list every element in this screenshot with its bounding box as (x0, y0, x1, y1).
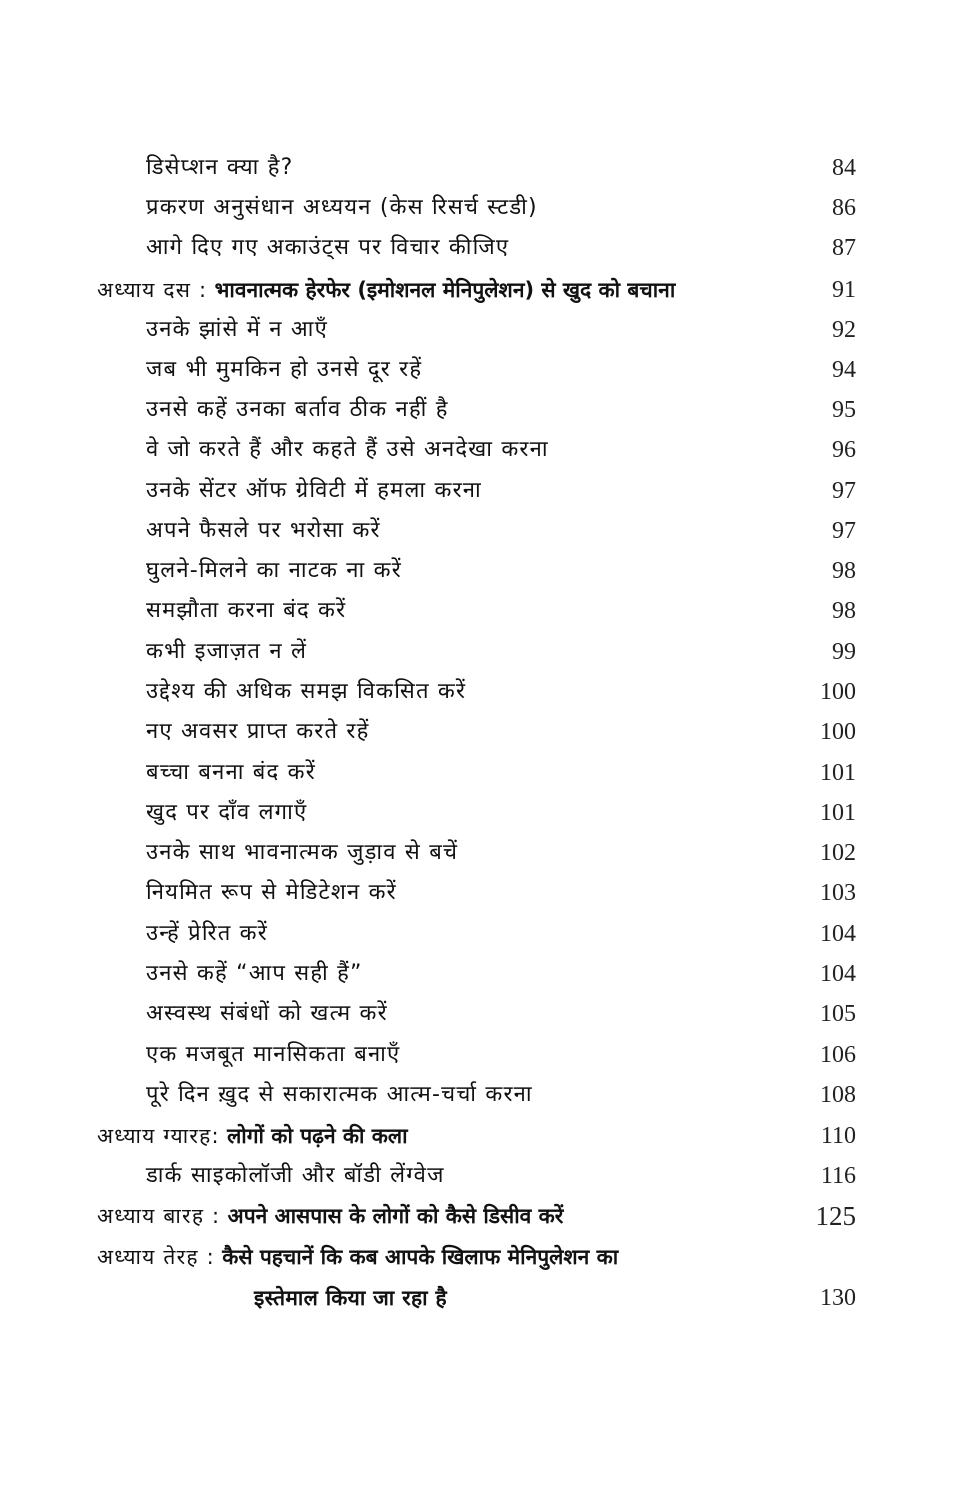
toc-entry (0, 914, 968, 954)
toc-entry-title: आगे दिए गए अकाउंट्स पर विचार कीजिए (146, 235, 510, 260)
toc-chapter-title: इस्तेमाल किया जा रहा है (254, 1286, 447, 1310)
toc-entry (0, 350, 968, 390)
toc-entry (0, 632, 968, 672)
toc-entry-title: वे जो करते हैं और कहते हैं उसे अनदेखा करना (146, 437, 549, 462)
toc-entry (0, 672, 968, 712)
toc-chapter-heading (97, 1237, 618, 1277)
toc-entry-page: 103 (820, 880, 856, 906)
toc-entry-page: 116 (820, 1163, 856, 1189)
toc-chapter-heading (97, 270, 675, 310)
toc-entry-page: 106 (820, 1042, 856, 1068)
toc-entry-title: डार्क साइकोलॉजी और बॉडी लेंग्वेज (146, 1163, 445, 1188)
toc-chapter-title: कैसे पहचानें कि कब आपके खिलाफ मेनिपुलेशन का (222, 1245, 619, 1269)
toc-entry-page: 130 (820, 1285, 856, 1311)
toc-entry-title: खुद पर दाँव लगाएँ (146, 800, 308, 825)
toc-chapter-label: अध्याय तेरह : (97, 1245, 215, 1269)
toc-entry-page: 97 (832, 478, 856, 504)
toc-entry-page: 84 (832, 155, 856, 181)
toc-chapter-label: अध्याय दस : (97, 278, 208, 302)
toc-entry-page: 104 (820, 921, 856, 947)
toc-entry-title: उनसे कहें “आप सही हैं” (146, 961, 363, 986)
toc-chapter-title: अपने आसपास के लोगों को कैसे डिसीव करें (227, 1204, 564, 1228)
toc-entry-title: उन्हें प्रेरित करें (146, 921, 268, 946)
toc-entry-title: कभी इजाज़त न लें (146, 639, 308, 664)
toc-entry-page: 96 (832, 437, 856, 463)
toc-entry (0, 712, 968, 752)
toc-entry-title: पूरे दिन ख़ुद से सकारात्मक आत्म-चर्चा करना (146, 1082, 533, 1107)
toc-entry-title: प्रकरण अनुसंधान अध्ययन (केस रिसर्च स्टडी) (146, 195, 538, 220)
toc-entry-page: 110 (820, 1123, 856, 1149)
toc-entry-page: 102 (820, 840, 856, 866)
toc-entry (0, 591, 968, 631)
toc-entry-page: 92 (832, 317, 856, 343)
toc-entry-page: 98 (832, 558, 856, 584)
toc-entry-title: डिसेप्शन क्या है? (146, 155, 294, 180)
toc-entry (0, 188, 968, 228)
toc-entry-page: 101 (820, 800, 856, 826)
toc-entry-title: उनके झांसे में न आएँ (146, 317, 328, 342)
toc-entry-title: उनसे कहें उनका बर्ताव ठीक नहीं है (146, 397, 449, 422)
toc-entry-page: 105 (820, 1001, 856, 1027)
toc-entry-page: 87 (832, 235, 856, 261)
toc-entry-page: 98 (832, 598, 856, 624)
toc-entry (0, 430, 968, 470)
toc-entry-title: नए अवसर प्राप्त करते रहें (146, 719, 370, 744)
toc-chapter-11 (0, 1116, 968, 1156)
toc-entry (0, 793, 968, 833)
toc-entry (0, 390, 968, 430)
toc-entry (0, 1156, 968, 1196)
toc-entry-title: समझौता करना बंद करें (146, 598, 347, 623)
toc-entry (0, 471, 968, 511)
toc-chapter-12 (0, 1196, 968, 1236)
toc-chapter-title: लोगों को पढ़ने की कला (227, 1124, 408, 1148)
toc-entry (0, 1075, 968, 1115)
toc-entry (0, 994, 968, 1034)
toc-entry-page: 95 (832, 397, 856, 423)
toc-entry (0, 753, 968, 793)
toc-entry (0, 551, 968, 591)
toc-entry (0, 873, 968, 913)
toc-entry-title: अपने फैसले पर भरोसा करें (146, 518, 381, 543)
toc-entry-page: 100 (820, 719, 856, 745)
toc-entry-page: 101 (820, 760, 856, 786)
toc-entry-page: 125 (815, 1201, 856, 1231)
toc-entry-page: 86 (832, 195, 856, 221)
toc-chapter-title: भावनात्मक हेरफेर (इमोशनल मेनिपुलेशन) से खुद को बचाना (214, 278, 676, 302)
toc-chapter-label: अध्याय बारह : (97, 1204, 221, 1228)
toc-entry-title: अस्वस्थ संबंधों को खत्म करें (146, 1001, 388, 1026)
toc-entry-title: नियमित रूप से मेडिटेशन करें (146, 880, 397, 905)
toc-entry (0, 310, 968, 350)
toc-chapter-13 (0, 1237, 968, 1277)
toc-chapter-heading (97, 1116, 408, 1156)
toc-chapter-heading (97, 1196, 563, 1236)
toc-entry-page: 108 (820, 1082, 856, 1108)
toc-entry (0, 1035, 968, 1075)
toc-entry-page: 104 (820, 961, 856, 987)
toc-entry-page: 94 (832, 357, 856, 383)
toc-entry-page: 91 (832, 277, 856, 303)
toc-chapter-10 (0, 270, 968, 310)
toc-entry-title: उनके सेंटर ऑफ ग्रेविटी में हमला करना (146, 478, 482, 503)
toc-chapter-label: अध्याय ग्यारह: (97, 1124, 220, 1148)
toc-entry-title: घुलने-मिलने का नाटक ना करें (146, 558, 402, 583)
toc-entry (0, 954, 968, 994)
toc-entry (0, 228, 968, 268)
toc-entry (0, 148, 968, 188)
toc-entry (0, 511, 968, 551)
toc-entry-title: उद्देश्य की अधिक समझ विकसित करें (146, 679, 467, 704)
toc-entry (0, 833, 968, 873)
toc-entry-title: एक मजबूत मानसिकता बनाएँ (146, 1042, 401, 1067)
toc-entry-title: जब भी मुमकिन हो उनसे दूर रहें (146, 357, 423, 382)
toc-entry-page: 100 (820, 679, 856, 705)
toc-entry-page: 99 (832, 639, 856, 665)
toc-chapter-13-continuation (0, 1278, 968, 1318)
toc-entry-title: उनके साथ भावनात्मक जुड़ाव से बचें (146, 840, 459, 865)
toc-entry-title: बच्चा बनना बंद करें (146, 760, 316, 785)
toc-entry-page: 97 (832, 518, 856, 544)
